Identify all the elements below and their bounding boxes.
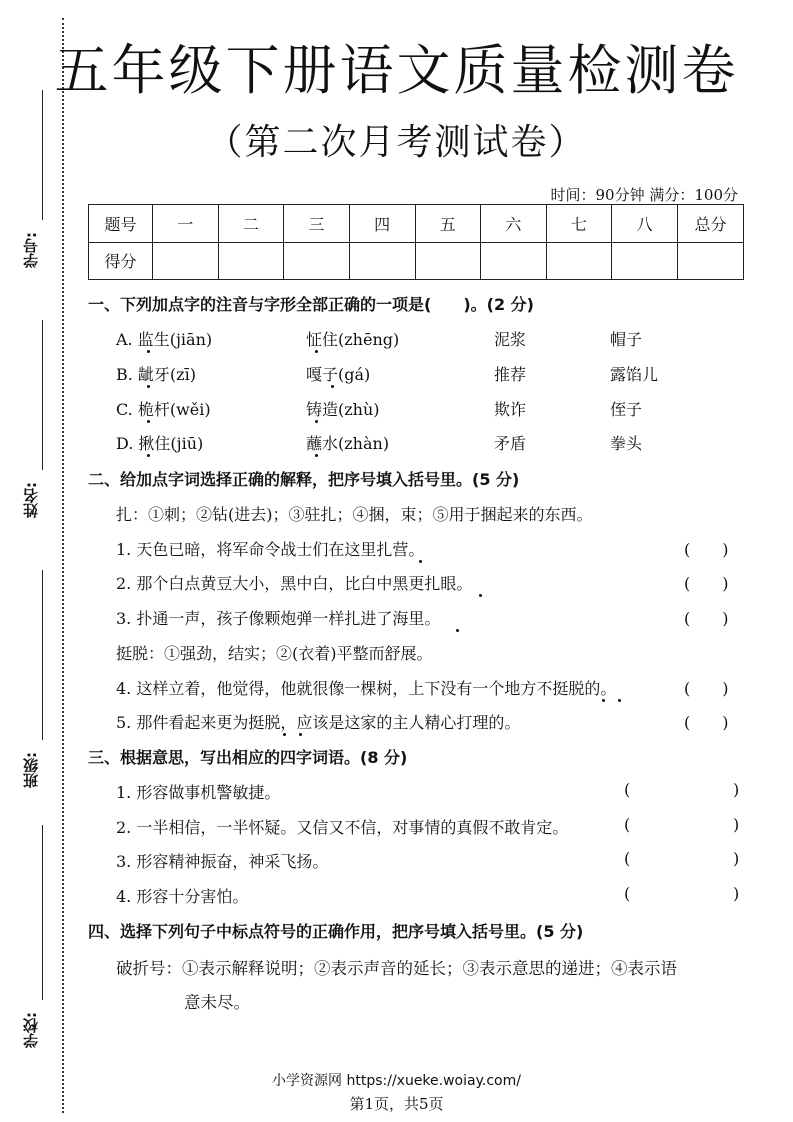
q1-option-a-word2: 怔住(zhēng)	[306, 330, 400, 349]
q2-item-3: 3. 扑通一声，孩子像颗炮弹一样扎进了海里。	[116, 609, 441, 628]
question-2-title: 二、给加点字词选择正确的解释，把序号填入括号里。(5 分)	[88, 470, 520, 489]
footer-site: 小学资源网 https://xueke.woiay.com/	[272, 1073, 521, 1089]
q1-option-c-word4: 侄子	[610, 400, 643, 419]
q2-item-5: 5. 那件看起来更为挺脱，应该是这家的主人精心打理的。	[116, 713, 521, 732]
binding-dotted-line	[62, 18, 64, 1113]
score-table-head-row	[89, 205, 744, 243]
answer-blank-right: )	[733, 884, 740, 903]
q1-option-d-word1: D. 揪住(jiū)	[116, 434, 204, 453]
question-3-title: 三、根据意思，写出相应的四字词语。(8 分)	[88, 748, 408, 767]
emphasis-dot	[315, 350, 318, 353]
score-cell[interactable]	[218, 242, 284, 280]
answer-blank[interactable]: ( )	[684, 609, 729, 628]
q1-option-c-word1: C. 桅杆(wěi)	[116, 400, 211, 419]
page-number: 第1页，共5页	[349, 1095, 444, 1113]
score-head-cell: 一	[153, 205, 219, 243]
emphasis-dot	[456, 629, 459, 632]
score-head-cell: 五	[415, 205, 481, 243]
time-info: 时间：90分钟 满分：100分	[550, 186, 738, 204]
emphasis-dot	[315, 420, 318, 423]
answer-blank[interactable]: ( )	[684, 713, 729, 732]
q1-option-a-word3: 泥浆	[494, 330, 527, 349]
answer-blank[interactable]: ( )	[684, 679, 729, 698]
score-cell[interactable]	[349, 242, 415, 280]
emphasis-dot	[147, 420, 150, 423]
answer-blank-left[interactable]: (	[624, 849, 631, 868]
emphasis-dot	[283, 733, 286, 736]
school-line	[42, 825, 43, 1000]
score-cell[interactable]	[481, 242, 547, 280]
emphasis-dot	[147, 350, 150, 353]
emphasis-dot	[147, 454, 150, 457]
q3-item-4: 4. 形容十分害怕。	[116, 887, 249, 906]
answer-blank-right: )	[733, 849, 740, 868]
q1-option-c-word2: 铸造(zhù)	[306, 400, 380, 419]
score-cell[interactable]	[415, 242, 481, 280]
q2-item-4: 4. 这样立着，他觉得，他就很像一棵树，上下没有一个地方不挺脱的。	[116, 679, 617, 698]
question-4-title: 四、选择下列句子中标点符号的正确作用，把序号填入括号里。(5 分)	[88, 922, 584, 941]
q2-item-2: 2. 那个白点黄豆大小，黑中白，比白中黑更扎眼。	[116, 574, 473, 593]
score-head-cell: 八	[612, 205, 678, 243]
q4-definition-line2: 意未尽。	[184, 993, 250, 1012]
score-row-label: 得分	[89, 242, 153, 280]
score-table	[88, 204, 744, 280]
score-head-cell: 总分	[678, 205, 744, 243]
q1-option-d-word4: 拳头	[610, 434, 643, 453]
page-subtitle: （第二次月考测试卷）	[206, 122, 587, 163]
question-1-title: 一、下列加点字的注音与字形全部正确的一项是( )。(2 分)	[88, 295, 534, 314]
class-label: 班级:	[22, 752, 40, 788]
school-label: 学校:	[22, 1012, 40, 1048]
q3-item-2: 2. 一半相信，一半怀疑。又信又不信，对事情的真假不敢肯定。	[116, 818, 569, 837]
q1-option-b-word2: 嘎子(gá)	[306, 365, 371, 384]
q1-option-b-word4: 露馅儿	[610, 365, 659, 384]
score-table-score-row	[89, 242, 744, 280]
score-head-cell: 三	[284, 205, 350, 243]
score-cell[interactable]	[612, 242, 678, 280]
score-head-cell: 题号	[89, 205, 153, 243]
q1-option-c-word3: 欺诈	[494, 400, 527, 419]
emphasis-dot	[479, 594, 482, 597]
class-line	[42, 570, 43, 740]
score-cell[interactable]	[153, 242, 219, 280]
q1-option-a-word1: A. 监生(jiān)	[116, 330, 213, 349]
emphasis-dot	[602, 699, 605, 702]
emphasis-dot	[147, 385, 150, 388]
emphasis-dot	[331, 385, 334, 388]
score-cell[interactable]	[284, 242, 350, 280]
q2-definition-zha: 扎：①刺；②钻(进去)；③驻扎；④捆，束；⑤用于捆起来的东西。	[116, 505, 593, 524]
answer-blank[interactable]: ( )	[684, 540, 729, 559]
q3-item-1: 1. 形容做事机警敏捷。	[116, 783, 281, 802]
emphasis-dot	[618, 699, 621, 702]
student-no-label: 学号:	[22, 232, 40, 268]
emphasis-dot	[419, 560, 422, 563]
name-line	[42, 320, 43, 470]
score-head-cell: 六	[481, 205, 547, 243]
emphasis-dot	[299, 733, 302, 736]
name-label: 姓名:	[22, 482, 40, 518]
score-head-cell: 七	[546, 205, 612, 243]
q1-option-a-word4: 帽子	[610, 330, 643, 349]
q2-item-1: 1. 天色已暗，将军命令战士们在这里扎营。	[116, 540, 425, 559]
q3-item-3: 3. 形容精神振奋，神采飞扬。	[116, 852, 329, 871]
answer-blank-left[interactable]: (	[624, 884, 631, 903]
q1-option-d-word3: 矛盾	[494, 434, 527, 453]
answer-blank-left[interactable]: (	[624, 815, 631, 834]
page-title: 五年级下册语文质量检测卷	[54, 39, 739, 102]
answer-blank-right: )	[733, 815, 740, 834]
score-cell[interactable]	[546, 242, 612, 280]
q4-definition-line1: 破折号：①表示解释说明；②表示声音的延长；③表示意思的递进；④表示语	[116, 959, 677, 978]
answer-blank-right: )	[733, 780, 740, 799]
q2-definition-tingtuo: 挺脱：①强劲，结实；②(衣着)平整而舒展。	[116, 644, 433, 663]
score-head-cell: 二	[218, 205, 284, 243]
q1-option-d-word2: 蘸水(zhàn)	[306, 434, 390, 453]
answer-blank-left[interactable]: (	[624, 780, 631, 799]
q1-option-b-word1: B. 龇牙(zī)	[116, 365, 196, 384]
q1-option-b-word3: 推荐	[494, 365, 527, 384]
answer-blank[interactable]: ( )	[684, 574, 729, 593]
score-head-cell: 四	[349, 205, 415, 243]
emphasis-dot	[315, 454, 318, 457]
score-cell[interactable]	[678, 242, 744, 280]
